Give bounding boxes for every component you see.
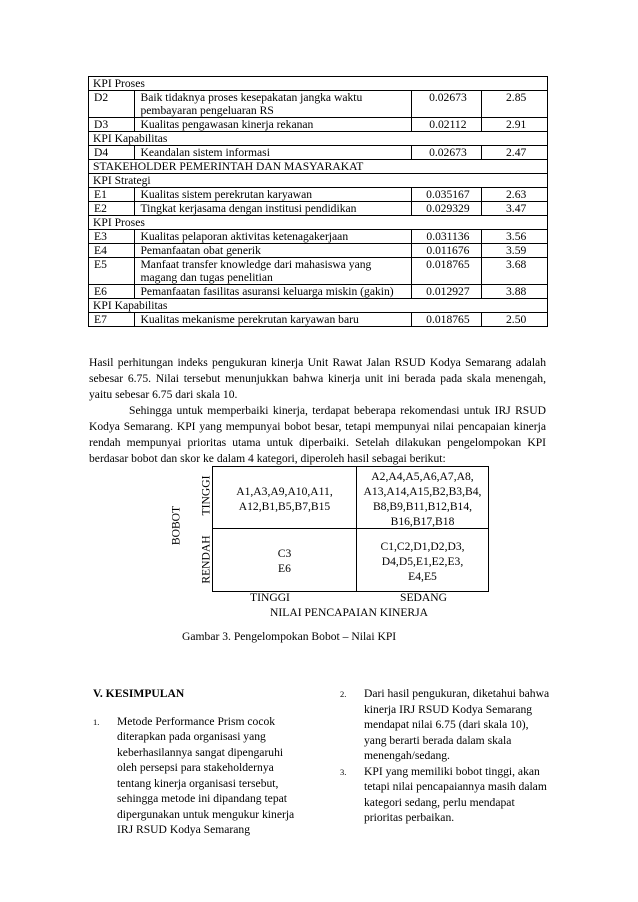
item-line: kinerja IRJ RSUD Kodya Semarang	[364, 702, 533, 716]
kpi-score: 2.91	[482, 118, 548, 132]
kpi-weight: 0.018765	[411, 258, 482, 285]
item-line: prioritas perbaikan.	[364, 811, 455, 824]
quadrant-line: A2,A4,A5,A6,A7,A8,	[371, 470, 474, 483]
kpi-code: E3	[89, 230, 135, 244]
quadrant-line: A12,B1,B5,B7,B15	[238, 500, 331, 513]
quadrant-line: C1,C2,D1,D2,D3,	[380, 540, 465, 553]
item-line: tentang kinerja organisasi tersebut,	[117, 776, 279, 790]
item-line: oleh persepsi para stakeholdernya	[117, 761, 274, 774]
quadrant-low-weight-high-score	[212, 528, 357, 592]
kpi-code: E4	[89, 244, 135, 258]
item-line: menengah/sedang.	[364, 749, 450, 762]
table-section-row	[89, 174, 548, 188]
section-label: STAKEHOLDER PEMERINTAH DAN MASYARAKAT	[89, 160, 548, 174]
item-line: diterapkan pada organisasi yang	[117, 730, 266, 743]
quadrant-line: E4,E5	[408, 570, 437, 583]
table-row	[89, 230, 548, 244]
kpi-description: Pemanfaatan fasilitas asuransi keluarga miskin (gakin)	[135, 285, 411, 299]
kpi-weight: 0.029329	[411, 202, 482, 216]
item-line: IRJ RSUD Kodya Semarang	[117, 823, 250, 836]
item-line: dipergunakan untuk mengukur kinerja	[117, 807, 295, 821]
quadrant-line: A13,A14,A15,B2,B3,B4,	[363, 485, 482, 498]
table-row	[89, 258, 548, 285]
table-section-row	[89, 132, 548, 146]
kpi-score: 2.85	[482, 91, 548, 118]
section-label: KPI Kapabilitas	[89, 299, 548, 313]
section-heading: V. KESIMPULAN	[93, 687, 185, 700]
quadrant-line: C3	[277, 547, 292, 560]
quadrant-line: B8,B9,B11,B12,B14,	[372, 500, 473, 513]
conclusion-item-2	[340, 686, 560, 764]
item-line: Metode Performance Prism cocok	[117, 714, 276, 728]
quadrant-line: B16,B17,B18	[390, 515, 455, 528]
kpi-code: E7	[89, 313, 135, 327]
kpi-code: D4	[89, 146, 135, 160]
table-section-row	[89, 77, 548, 91]
item-line: keberhasilannya sangat dipengaruhi	[117, 745, 284, 759]
kpi-weight: 0.031136	[411, 230, 482, 244]
quadrant-high-weight-mid-score	[356, 466, 489, 529]
kpi-weight: 0.02112	[411, 118, 482, 132]
kpi-weight: 0.02673	[411, 91, 482, 118]
section-label: KPI Strategi	[89, 174, 548, 188]
table-section-row	[89, 299, 548, 313]
table-section-row	[89, 216, 548, 230]
table-row	[89, 91, 548, 118]
quadrant-line: D4,D5,E1,E2,E3,	[381, 555, 464, 568]
kpi-description: Keandalan sistem informasi	[135, 146, 411, 160]
conclusion-right-column	[340, 686, 560, 826]
kpi-code: D3	[89, 118, 135, 132]
kpi-description: Baik tidaknya proses kesepakatan jangka waktu pembayaran pengeluaran RS	[135, 91, 411, 118]
kpi-code: E5	[89, 258, 135, 285]
kpi-description: Kualitas pengawasan kinerja rekanan	[135, 118, 411, 132]
kpi-code: E2	[89, 202, 135, 216]
kpi-score: 3.47	[482, 202, 548, 216]
recommendation-paragraph: Sehingga untuk memperbaiki kinerja, terdapat beberapa rekomendasi untuk IRJ RSUD Kodya Semarang. KPI yang mempunyai bobot besar, tetapi mempunyai nilai pencapaian kinerja rendah mempunyai prioritas utama untuk diperbaiki. Setelah dilakukan pengelompokan KPI berdasar bobot dan skor ke dalam 4 kategori, diperoleh hasil sebagai berikut:	[89, 404, 546, 465]
item-line: tetapi nilai pencapaiannya masih dalam	[364, 780, 547, 793]
kpi-weight: 0.012927	[411, 285, 482, 299]
kpi-weight: 0.035167	[411, 188, 482, 202]
kpi-code: E6	[89, 285, 135, 299]
table-row	[89, 146, 548, 160]
section-label: KPI Proses	[89, 77, 548, 91]
x-mid-label: SEDANG	[400, 591, 448, 604]
figure-caption: Gambar 3. Pengelompokan Bobot – Nilai KPI	[182, 630, 397, 643]
table-row	[89, 285, 548, 299]
y-low-label: RENDAH	[199, 535, 213, 584]
kpi-score: 3.59	[482, 244, 548, 258]
result-paragraph: Hasil perhitungan indeks pengukuran kinerja Unit Rawat Jalan RSUD Kodya Semarang adalah sebesar 6.75. Nilai tersebut menunjukkan bahwa kinerja unit ini berada pada skala menengah, yaitu sebesar 6.75 dari skala 10.	[89, 356, 546, 401]
kpi-score: 2.50	[482, 313, 548, 327]
kpi-score: 2.47	[482, 146, 548, 160]
y-high-label: TINGGI	[199, 475, 213, 516]
item-number: 1.	[93, 716, 100, 727]
kpi-table	[88, 76, 548, 327]
kpi-description: Kualitas mekanisme perekrutan karyawan baru	[135, 313, 411, 327]
kpi-description: Kualitas sistem perekrutan karyawan	[135, 188, 411, 202]
kpi-score: 3.56	[482, 230, 548, 244]
kpi-description: Tingkat kerjasama dengan institusi pendidikan	[135, 202, 411, 216]
quadrant-line: A1,A3,A9,A10,A11,	[236, 485, 333, 498]
table-row	[89, 202, 548, 216]
x-axis-title: NILAI PENCAPAIAN KINERJA	[270, 606, 429, 619]
item-number: 3.	[340, 766, 347, 777]
x-high-label: TINGGI	[250, 591, 290, 604]
kpi-weight: 0.018765	[411, 313, 482, 327]
item-line: sehingga metode ini dipandang tepat	[117, 792, 287, 805]
item-line: yang berarti berada dalam skala	[364, 733, 512, 747]
item-line: kategori sedang, perlu mendapat	[364, 795, 515, 809]
kpi-score: 2.63	[482, 188, 548, 202]
kpi-score: 3.88	[482, 285, 548, 299]
kpi-description: Manfaat transfer knowledge dari mahasiswa yang magang dan tugas penelitian	[135, 258, 411, 285]
kpi-weight: 0.011676	[411, 244, 482, 258]
kpi-description: Kualitas pelaporan aktivitas ketenagakerjaan	[135, 230, 411, 244]
conclusion-item-1	[93, 714, 323, 838]
section-label: KPI Kapabilitas	[89, 132, 548, 146]
kpi-code: D2	[89, 91, 135, 118]
table-section-row	[89, 160, 548, 174]
quadrant-low-weight-mid-score	[356, 528, 489, 592]
table-row	[89, 244, 548, 258]
conclusion-left-column	[93, 686, 323, 838]
kpi-code: E1	[89, 188, 135, 202]
table-row	[89, 188, 548, 202]
conclusion-item-3	[340, 764, 560, 826]
section-label: KPI Proses	[89, 216, 548, 230]
quadrant-line: E6	[278, 562, 291, 575]
kpi-score: 3.68	[482, 258, 548, 285]
y-axis-title: BOBOT	[169, 505, 183, 546]
quadrant-high-weight-high-score	[212, 466, 357, 529]
kpi-weight: 0.02673	[411, 146, 482, 160]
kpi-description: Pemanfaatan obat generik	[135, 244, 411, 258]
item-line: KPI yang memiliki bobot tinggi, akan	[364, 764, 540, 778]
item-line: Dari hasil pengukuran, diketahui bahwa	[364, 687, 550, 700]
table-row	[89, 118, 548, 132]
item-number: 2.	[340, 689, 347, 699]
item-line: mendapat nilai 6.75 (dari skala 10),	[364, 718, 529, 731]
table-row	[89, 313, 548, 327]
